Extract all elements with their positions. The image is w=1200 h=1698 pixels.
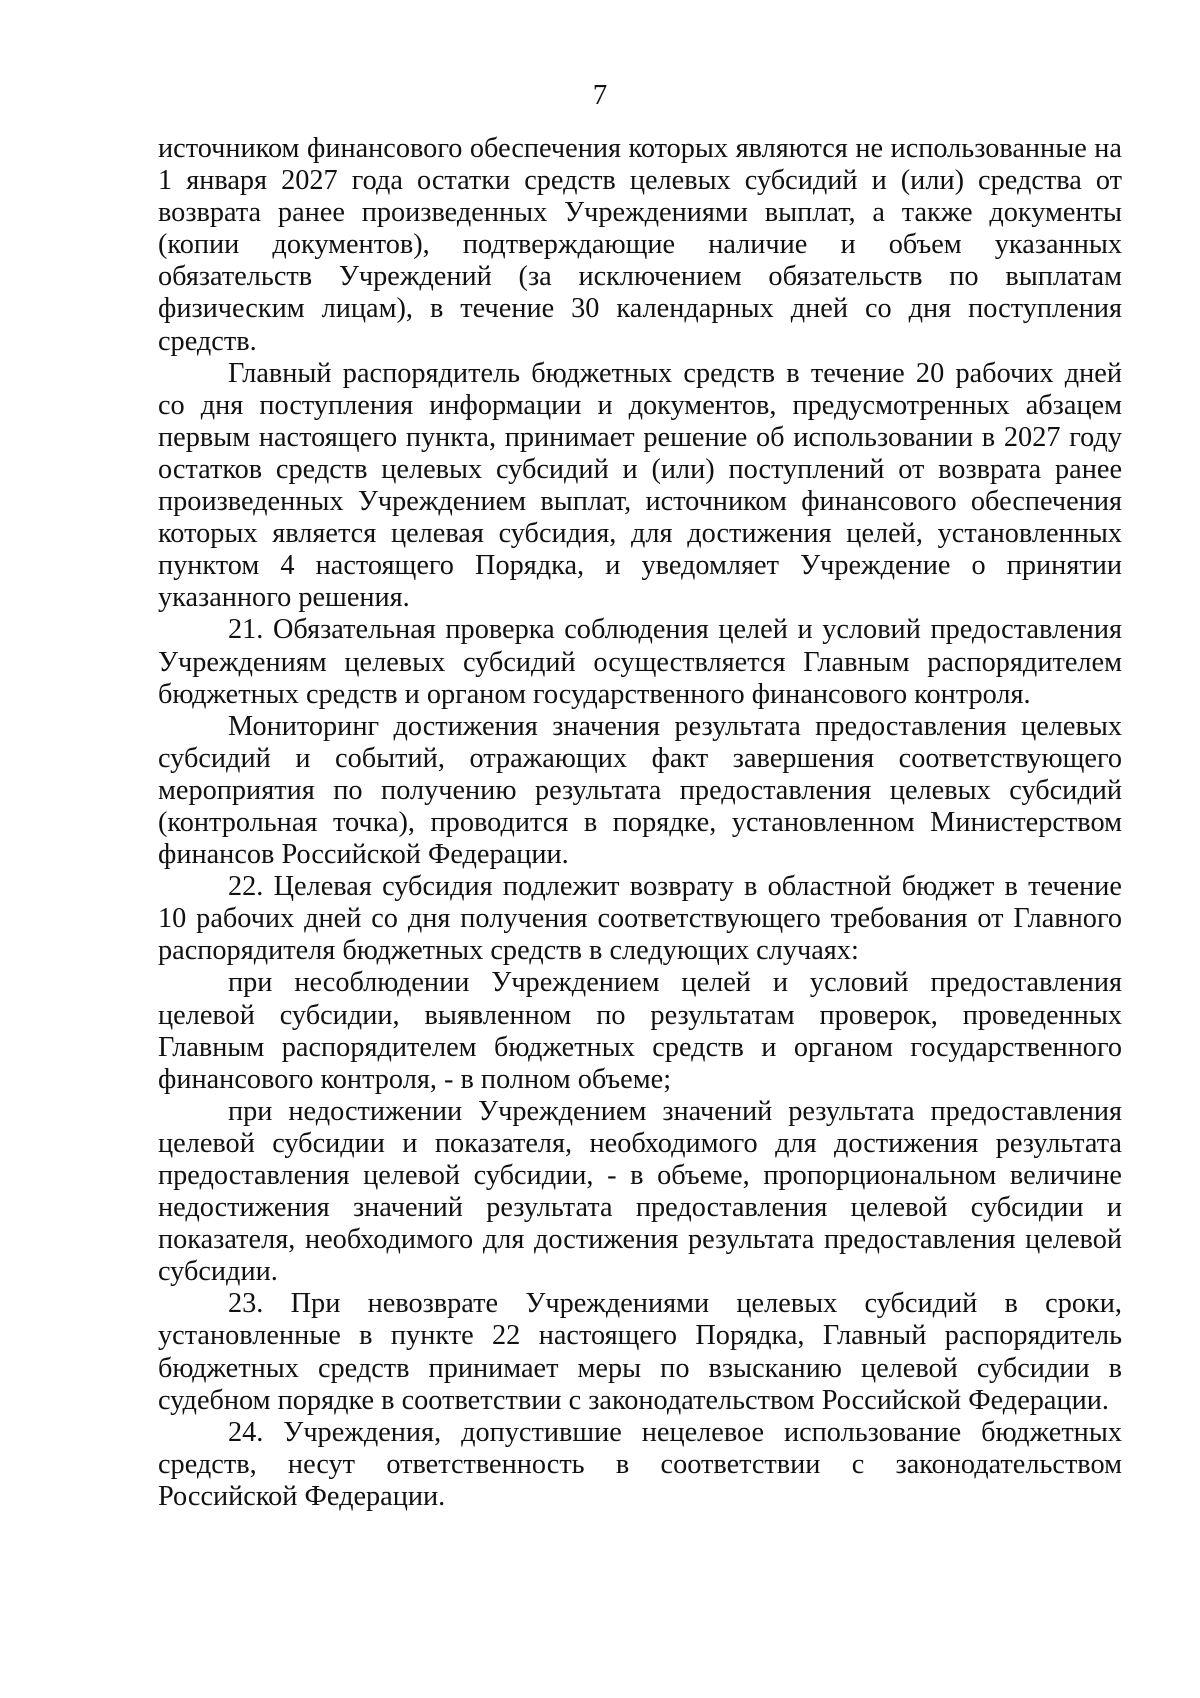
paragraph-case-nonachievement: при недостижении Учреждением значений результата предоставления целевой субсидии и показателя, необходимого для достижения результата предоставления целевой субсидии, - в объеме, пропорциональном величине недостижения значений результата предоставления целевой субсидии и показателя, необходимого для достижения результата предоставления целевой субсидии. [158,1095,1122,1288]
document-body [158,133,1122,1513]
paragraph-case-noncompliance: при несоблюдении Учреждением целей и условий предоставления целевой субсидии, выявленном по результатам проверок, проведенных Главным распорядителем бюджетных средств и органом государственного финансового контроля, - в полном объеме; [158,967,1122,1095]
paragraph-continuation: источником финансового обеспечения которых являются не использованные на 1 января 2027 года остатки средств целевых субсидий и (или) средства от возврата ранее произведенных Учреждениями выплат, а также документы (копии документов), подтверждающие наличие и объем указанных обязательств Учреждений (за исключением обязательств по выплатам физическим лицам), в течение 30 календарных дней со дня поступления средств. [158,133,1122,357]
paragraph-monitoring: Мониторинг достижения значения результата предоставления целевых субсидий и событий, отражающих факт завершения соответствующего мероприятия по получению результата предоставления целевых субсидий (контрольная точка), проводится в порядке, установленном Министерством финансов Российской Федерации. [158,710,1122,871]
page-number: 7 [592,79,608,111]
paragraph-item-23: 23. При невозврате Учреждениями целевых субсидий в сроки, установленные в пункте 22 настоящего Порядка, Главный распорядитель бюджетных средств принимает меры по взысканию целевой субсидии в судебном порядке в соответствии с законодательством Российской Федерации. [158,1288,1122,1416]
paragraph-item-24: 24. Учреждения, допустившие нецелевое использование бюджетных средств, несут ответственность в соответствии с законодательством Российской Федерации. [158,1416,1122,1512]
paragraph-main-distributor-decision: Главный распорядитель бюджетных средств в течение 20 рабочих дней со дня поступления информации и документов, предусмотренных абзацем первым настоящего пункта, принимает решение об использовании в 2027 году остатков средств целевых субсидий и (или) поступлений от возврата ранее произведенных Учреждением выплат, источником финансового обеспечения которых является целевая субсидия, для достижения целей, установленных пунктом 4 настоящего Порядка, и уведомляет Учреждение о принятии указанного решения. [158,357,1122,614]
paragraph-item-21: 21. Обязательная проверка соблюдения целей и условий предоставления Учреждениям целевых субсидий осуществляется Главным распорядителем бюджетных средств и органом государственного финансового контроля. [158,614,1122,710]
paragraph-item-22: 22. Целевая субсидия подлежит возврату в областной бюджет в течение 10 рабочих дней со дня получения соответствующего требования от Главного распорядителя бюджетных средств в следующих случаях: [158,871,1122,967]
